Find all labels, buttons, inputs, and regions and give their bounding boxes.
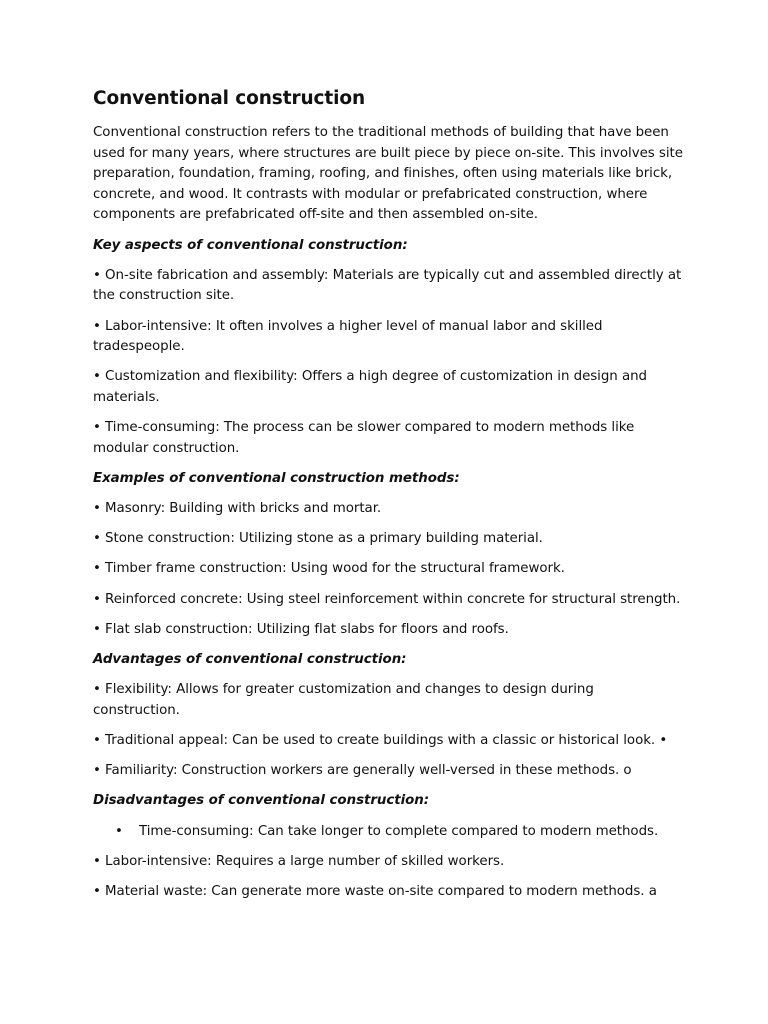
key-aspects-heading: Key aspects of conventional construction: (93, 237, 408, 253)
document-title: Conventional construction (93, 88, 366, 109)
list-item: • Traditional appeal: Can be used to create buildings with a classic or historical look. • (93, 732, 668, 748)
examples-heading: Examples of conventional construction methods: (93, 470, 460, 486)
document-page (93, 86, 683, 912)
list-item: • Masonry: Building with bricks and mortar. (93, 501, 382, 517)
list-item-text: Time-consuming: Can take longer to complete compared to modern methods. (139, 823, 659, 839)
disadvantages-heading: Disadvantages of conventional construction: (93, 793, 430, 809)
bullet-marker: • (115, 823, 123, 839)
list-item: • Time-consuming: The process can be slower compared to modern methods like modular construction. (93, 420, 635, 456)
list-item: • Reinforced concrete: Using steel reinforcement within concrete for structural strength. (93, 591, 681, 607)
list-item: • Flexibility: Allows for greater customization and changes to design during construction. (93, 682, 594, 718)
list-item: • On-site fabrication and assembly: Materials are typically cut and assembled directly at the construction site. (93, 267, 682, 304)
intro-paragraph: Conventional construction refers to the traditional methods of building that have been used for many years, where structures are built piece by piece on-site. This involves site preparation, foundation, framing, roofing, and finishes, often using materials like brick, concrete, and wood. It contrasts with modular or prefabricated construction, where components are prefabricated off-site and then assembled on-site. (93, 125, 683, 223)
list-item: • Stone construction: Utilizing stone as a primary building material. (93, 531, 543, 547)
advantages-heading: Advantages of conventional construction: (93, 652, 407, 667)
list-item: • Timber frame construction: Using wood for the structural framework. (93, 561, 565, 577)
list-item: • Flat slab construction: Utilizing flat slabs for floors and roofs. (93, 621, 509, 637)
list-item: • Familiarity: Construction workers are generally well-versed in these methods. o (93, 763, 632, 779)
list-item: • Material waste: Can generate more waste on-site compared to modern methods. a (93, 883, 657, 899)
list-item: • Labor-intensive: It often involves a higher level of manual labor and skilled tradespeople. (93, 318, 603, 355)
list-item (93, 822, 683, 843)
list-item: • Labor-intensive: Requires a large number of skilled workers. (93, 853, 505, 869)
list-item: • Customization and flexibility: Offers a high degree of customization in design and materials. (93, 369, 647, 405)
